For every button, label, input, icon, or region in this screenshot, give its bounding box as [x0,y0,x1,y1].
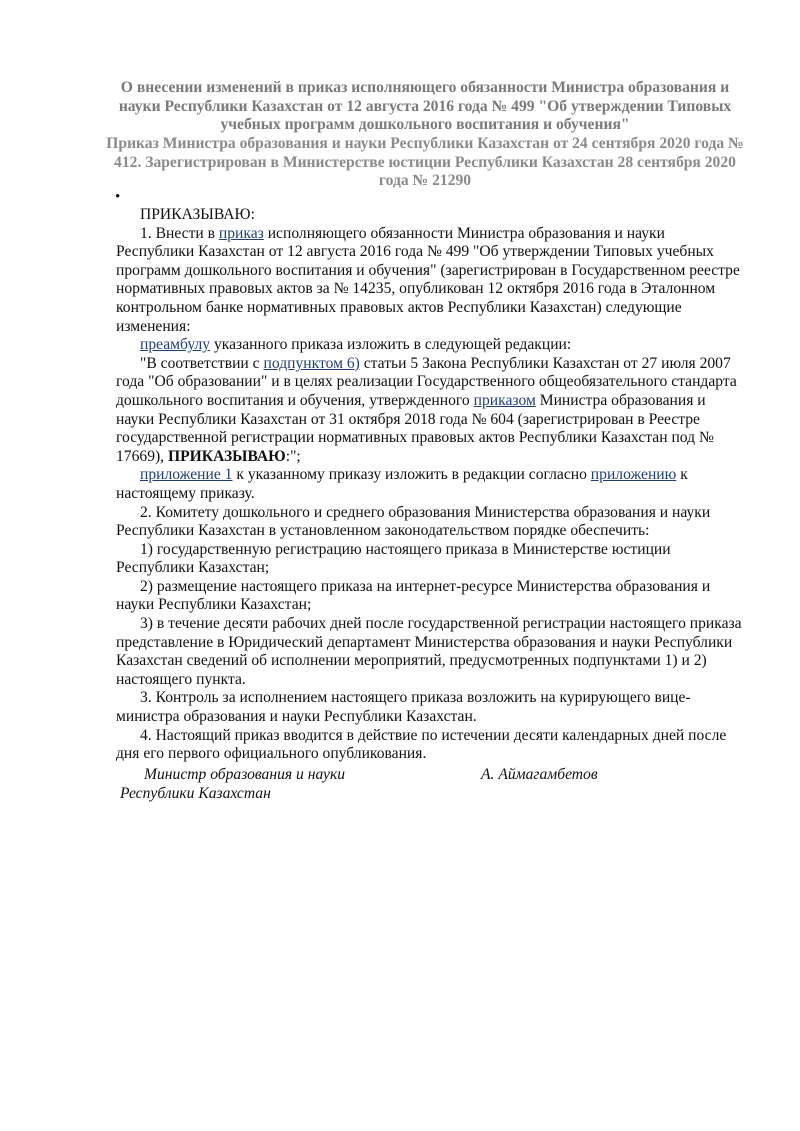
paragraph-3: 3. Контроль за исполнением настоящего приказа возложить на курирующего вице-министра образования и науки Республики Казахстан. [116,689,691,726]
paragraph-quote: "В соответствии с подпунктом 6) статьи 5 Закона Республики Казахстан от 27 июля 2007 года "Об образовании" и в целях реализации Государственного общеобязательного стандарта дошкольного воспитания и обучения, утвержденного приказом Министра образования и науки Республики Казахстан от 31 октября 2018 года № 604 (зарегистрирован в Реестре государственной регистрации нормативных правовых актов Республики Казахстан под № 17669), ПРИКАЗЫВАЮ:"; [116,354,737,465]
paragraph-appendix: приложение 1 к указанному приказу изложить в редакции согласно приложению к настоящему приказу. [116,466,688,502]
link-order[interactable]: приказ [218,224,264,242]
paragraph-preamble: преамбулу указанного приказа изложить в следующей редакции: [140,336,572,354]
link-order-2018[interactable]: приказом [473,391,536,409]
paragraph-2: 2. Комитету дошкольного и среднего образования Министерства образования и науки Республики Казахстан в установленном законодательством порядке обеспечить: [116,503,711,540]
paragraph-4: 4. Настоящий приказ вводится в действие по истечении десяти календарных дней после дня его первого официального опубликования. [116,726,727,763]
bullet-marker: • [115,189,121,205]
signature-position [120,766,420,803]
paragraph-1: 1. Внести в приказ исполняющего обязанности Министра образования и науки Республики Казахстан от 12 августа 2016 года № 499 "Об утверждении Типовых учебных программ дошкольного воспитания и обучения" (зарегистрирован в Государственном реестре нормативных правовых актов за № 14235, опубликован 12 октября 2016 года в Эталонном контрольном банке нормативных правовых актов Республики Казахстан) следующие изменения: [116,224,740,335]
paragraph-2-1: 1) государственную регистрацию настоящего приказа в Министерстве юстиции Республики Казахстан; [116,540,671,577]
link-subparagraph-6[interactable]: подпунктом 6) [263,354,360,372]
document-body [116,206,744,764]
document-title: О внесении изменений в приказ исполняющего обязанности Министра образования и науки Республики Казахстан от 12 августа 2016 года № 499 "Об утверждении Типовых учебных программ дошкольного воспитания и обучения" [118,79,732,134]
signature-position-line2: Республики Казахстан [120,784,271,802]
paragraph-2-3: 3) в течение десяти рабочих дней после государственной регистрации настоящего приказа представление в Юридический департамент Министерства образования и науки Республики Казахстан сведений об исполнении мероприятий, предусмотренных подпунктами 1) и 2) настоящего пункта. [116,615,742,688]
order-heading: ПРИКАЗЫВАЮ: [140,206,255,223]
paragraph-2-2: 2) размещение настоящего приказа на интернет-ресурсе Министерства образования и науки Республики Казахстан; [116,577,711,614]
link-appendix-1[interactable]: приложение 1 [140,466,233,484]
signature-position-line1: Министр образования и науки [144,766,346,783]
link-appendix[interactable]: приложению [590,466,677,484]
signature-name: А. Аймагамбетов [481,766,598,783]
document-subtitle: Приказ Министра образования и науки Республики Казахстан от 24 сентября 2020 года № 412. Зарегистрирован в Министерстве юстиции Республики Казахстан 28 сентября 2020 года № 21290 [106,135,744,190]
link-preamble[interactable]: преамбулу [140,336,211,354]
